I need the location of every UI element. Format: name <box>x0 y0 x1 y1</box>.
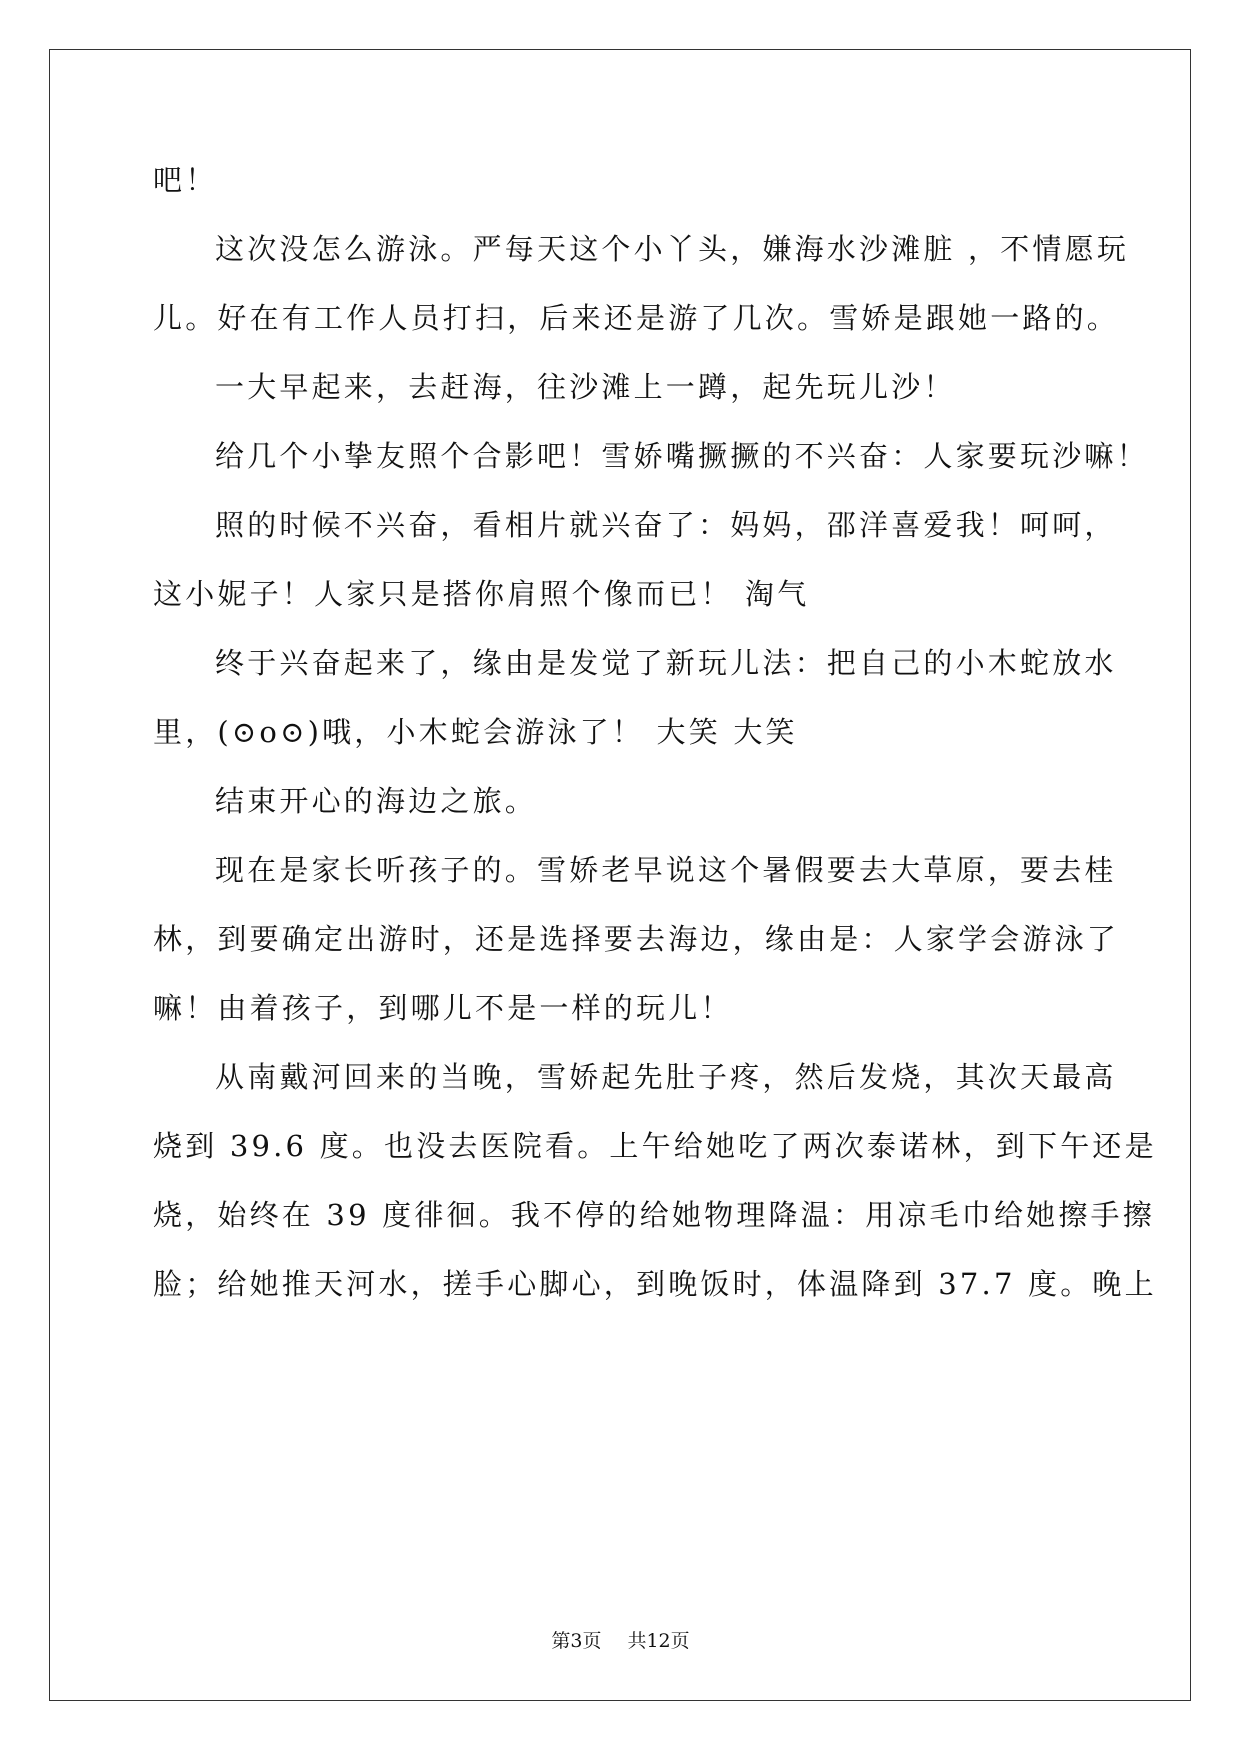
text-line: 烧，始终在 39 度徘徊。我不停的给她物理降温：用凉毛巾给她擦手擦 <box>153 1198 1155 1232</box>
text-line: 吧！ <box>153 163 218 197</box>
page-total: 共12页 <box>627 1630 690 1652</box>
text-line: 脸；给她推天河水，搓手心脚心，到晚饭时，体温降到 37.7 度。晚上 <box>153 1267 1157 1301</box>
paragraph-line: 从南戴河回来的当晚，雪娇起先肚子疼，然后发烧，其次天最高 <box>215 1060 1117 1094</box>
paragraph-line: 照的时候不兴奋，看相片就兴奋了：妈妈，邵洋喜爱我！呵呵， <box>215 508 1117 542</box>
paragraph-line: 一大早起来，去赶海，往沙滩上一蹲，起先玩儿沙！ <box>215 370 956 404</box>
page-number: 第3页 <box>551 1630 602 1652</box>
paragraph-line: 给几个小挚友照个合影吧！雪娇嘴撅撅的不兴奋：人家要玩沙嘛！ <box>215 439 1149 473</box>
page-footer <box>0 1629 1241 1653</box>
text-line: 里，(⊙o⊙)哦，小木蛇会游泳了！ 大笑 大笑 <box>153 715 798 749</box>
text-line: 这小妮子！人家只是搭你肩照个像而已！ 淘气 <box>153 577 810 611</box>
text-line: 儿。好在有工作人员打扫，后来还是游了几次。雪娇是跟她一路的。 <box>153 301 1120 335</box>
text-line: 烧到 39.6 度。也没去医院看。上午给她吃了两次泰诺林，到下午还是 <box>153 1129 1157 1163</box>
paragraph-line: 结束开心的海边之旅。 <box>215 784 538 818</box>
paragraph-line: 现在是家长听孩子的。雪娇老早说这个暑假要去大草原，要去桂 <box>215 853 1117 887</box>
paragraph-line: 终于兴奋起来了，缘由是发觉了新玩儿法：把自己的小木蛇放水 <box>215 646 1117 680</box>
text-line: 林，到要确定出游时，还是选择要去海边，缘由是：人家学会游泳了 <box>153 922 1120 956</box>
paragraph-line: 这次没怎么游泳。严每天这个小丫头，嫌海水沙滩脏 ，不情愿玩 <box>215 232 1130 266</box>
text-line: 嘛！由着孩子，到哪儿不是一样的玩儿！ <box>153 991 733 1025</box>
